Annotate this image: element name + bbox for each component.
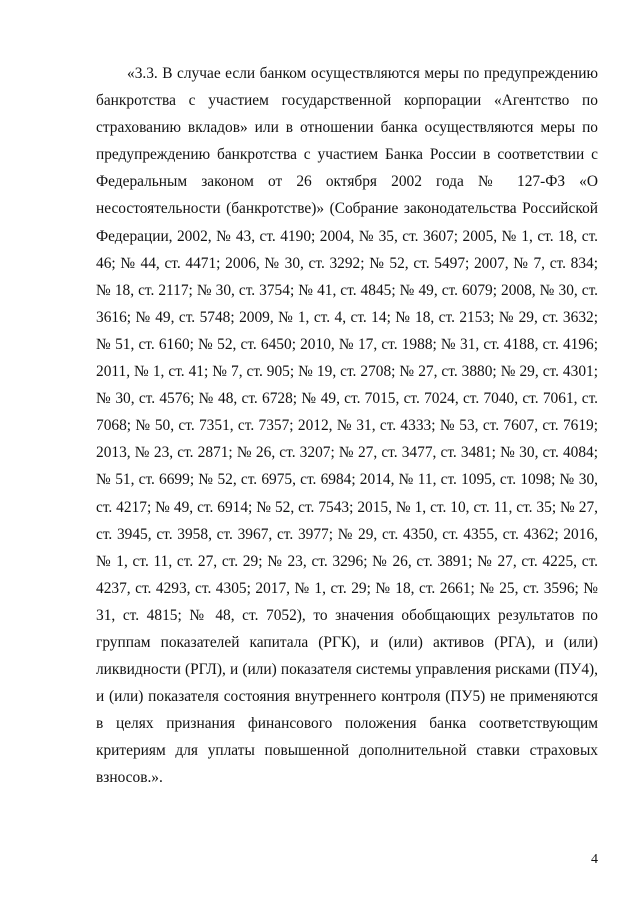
body-paragraph: «3.3. В случае если банком осуществляются меры по предупреждению банкротства с участием государственной корпорации «Агентство по страхованию вкладов» или в отношении банка осуществляются меры по предупреждению банкротства с участием Банка России в соответствии с Федеральным законом от 26 октября 2002 года № 127-ФЗ «О несостоятельности (банкротстве)» (Собрание законодательства Российской Федерации, 2002, № 43, ст. 4190; 2004, № 35, ст. 3607; 2005, № 1, ст. 18, ст. 46; № 44, ст. 4471; 2006, № 30, ст. 3292; № 52, ст. 5497; 2007, № 7, ст. 834; № 18, ст. 2117; № 30, ст. 3754; № 41, ст. 4845; № 49, ст. 6079; 2008, № 30, ст. 3616; № 49, ст. 5748; 2009, № 1, ст. 4, ст. 14; № 18, ст. 2153; № 29, ст. 3632; № 51, ст. 6160; № 52, ст. 6450; 2010, № 17, ст. 1988; № 31, ст. 4188, ст. 4196; 2011, № 1, ст. 41; № 7, ст. 905; № 19, ст. 2708; № 27, ст. 3880; № 29, ст. 4301; № 30, ст. 4576; № 48, ст. 6728; № 49, ст. 7015, ст. 7024, ст. 7040, ст. 7061, ст. 7068; № 50, ст. 7351, ст. 7357; 2012, № 31, ст. 4333; № 53, ст. 7607, ст. 7619; 2013, № 23, ст. 2871; № 26, ст. 3207; № 27, ст. 3477, ст. 3481; № 30, ст. 4084; № 51, ст. 6699; № 52, ст. 6975, ст. 6984; 2014, № 11, ст. 1095, ст. 1098; № 30, ст. 4217; № 49, ст. 6914; № 52, ст. 7543; 2015, № 1, ст. 10, ст. 11, ст. 35; № 27, ст. 3945, ст. 3958, ст. 3967, ст. 3977; № 29, ст. 4350, ст. 4355, ст. 4362; 2016, № 1, ст. 11, ст. 27, ст. 29; № 23, ст. 3296; № 26, ст. 3891; № 27, ст. 4225, ст. 4237, ст. 4293, ст. 4305; 2017, № 1, ст. 29; № 18, ст. 2661; № 25, ст. 3596; № 31, ст. 4815; № 48, ст. 7052), то значения обобщающих результатов по группам показателей капитала (РГК), и (или) активов (РГА), и (или) ликвидности (РГЛ), и (или) показателя системы управления рисками (ПУ4), и (или) показателя состояния внутреннего контроля (ПУ5) не применяются в целях признания финансового положения банка соответствующим критериям для уплаты повышенной дополнительной ставки страховых взносов.». bbox=[96, 65, 598, 787]
page-number: 4 bbox=[591, 852, 598, 867]
